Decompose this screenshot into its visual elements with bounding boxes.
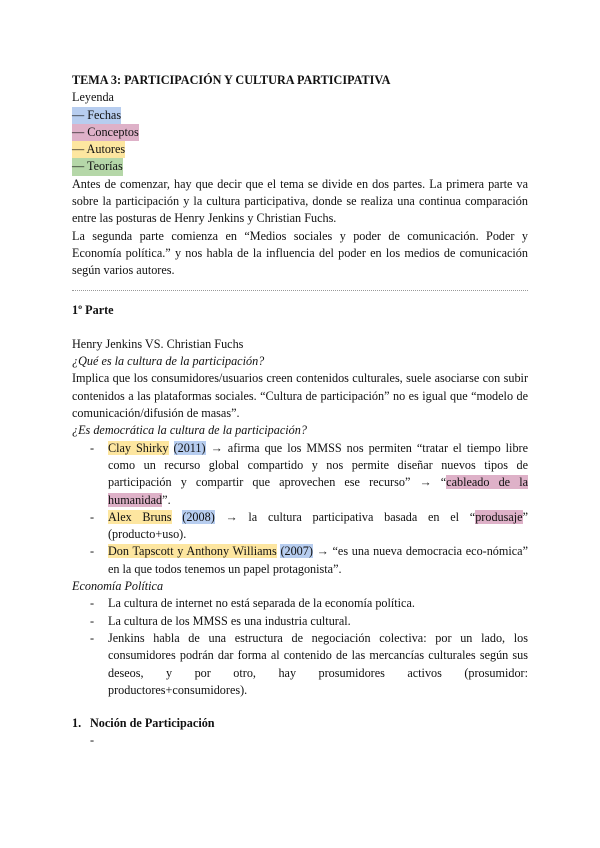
economy-heading: Economía Política	[72, 579, 164, 594]
legend-item-teorias: — Teorías	[72, 158, 123, 175]
bullet-text: → afirma que los MMSS nos permiten “tratar el tiempo libre como un recurso global compartido y nos permite diseñar nuevos tipos de participación y compartir que aprovechen ese recurso” → “	[108, 440, 529, 490]
question-1: ¿Qué es la cultura de la participación?	[72, 354, 265, 369]
list-item: - La cultura de internet no está separada de la economía política.	[72, 595, 528, 612]
concept-highlight: cableado de la humanidad	[108, 475, 528, 507]
legend-heading: Leyenda	[72, 90, 114, 105]
date-highlight: (2008)	[182, 509, 215, 524]
intro-paragraph-2: La segunda parte comienza en “Medios sociales y poder de comunicación. Poder y Economía política.” y nos habla de la influencia del poder en los medios de comunicación según varios autores.	[72, 228, 528, 278]
bullet-text-end: ” (producto+uso).	[108, 509, 529, 542]
list-item	[72, 543, 528, 578]
section-number: 1.	[72, 716, 82, 731]
answer-1: Implica que los consumidores/usuarios creen contenidos culturales, suele asociarse con subir contenidos a las plataformas sociales. “Cultura de participación” no es igual que “modelo de comunicación/difusión de masas”.	[72, 371, 528, 421]
list-item	[72, 732, 528, 749]
concept-highlight: produsaje	[475, 509, 523, 524]
list-item	[72, 509, 528, 544]
empty-list	[72, 732, 528, 749]
section-heading	[72, 715, 528, 732]
economy-list	[72, 595, 528, 699]
blank-line	[72, 319, 528, 336]
part-subtitle: Henry Jenkins VS. Christian Fuchs	[72, 336, 244, 351]
document-page	[72, 72, 528, 750]
dotted-divider	[72, 290, 528, 291]
list-item: - Jenkins habla de una estructura de negociación colectiva: por un lado, los consumidores podrán dar forma al contenido de las mercancías culturales según sus deseos, y por otro, hay prosumidores activos (prosumidor: productores+consumidores).	[72, 630, 528, 699]
bullet-text-end: ”.	[162, 492, 171, 507]
democracy-list	[72, 440, 528, 578]
list-item: - La cultura de los MMSS es una industria cultural.	[72, 613, 528, 630]
question-2: ¿Es democrática la cultura de la participación?	[72, 423, 307, 438]
author-highlight: Alex Bruns	[108, 509, 172, 524]
date-highlight: (2007)	[280, 544, 313, 559]
document-title: TEMA 3: PARTICIPACIÓN Y CULTURA PARTICIPATIVA	[72, 73, 391, 87]
part-heading: 1º Parte	[72, 302, 114, 317]
list-item	[72, 440, 528, 509]
bullet-text: → “es una nueva democracia eco-nómica” en la que todos tenemos un papel protagonista”.	[108, 544, 528, 576]
date-highlight: (2011)	[173, 440, 206, 455]
intro-paragraph-1: Antes de comenzar, hay que decir que el tema se divide en dos partes. La primera parte va sobre la participación y la cultura participativa, donde se realiza una continua comparación entre las posturas de Henry Jenkins y Christian Fuchs.	[72, 176, 528, 226]
author-highlight: Clay Shirky	[108, 440, 169, 455]
legend	[72, 89, 528, 175]
author-highlight: Don Tapscott y Anthony Williams	[108, 544, 277, 559]
section-title: Noción de Participación	[90, 716, 215, 731]
legend-item-autores: — Autores	[72, 141, 125, 158]
legend-item-fechas: — Fechas	[72, 107, 121, 124]
legend-item-conceptos: — Conceptos	[72, 124, 139, 141]
bullet-text: → la cultura participativa basada en el “	[214, 509, 476, 524]
